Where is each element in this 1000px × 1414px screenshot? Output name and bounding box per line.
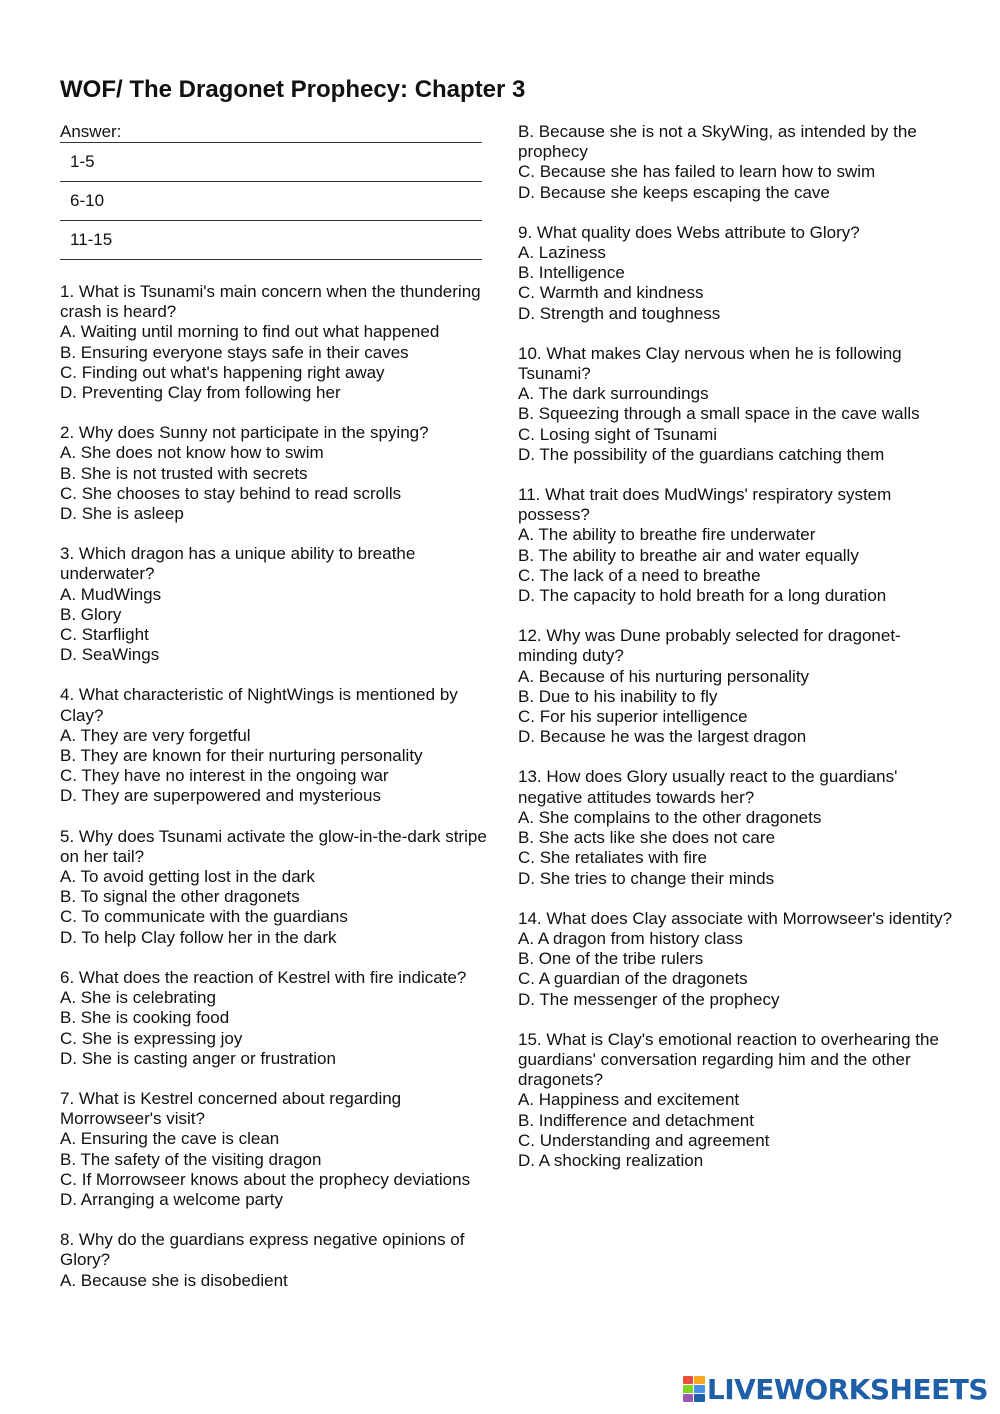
answer-option: A. Because she is disobedient [60, 1270, 288, 1290]
question-text: 3. Which dragon has a unique ability to breathe underwater? [60, 544, 416, 584]
question-block [60, 827, 490, 948]
question-block [60, 1089, 490, 1210]
answer-option: B. She is cooking food [60, 1008, 230, 1028]
answer-option: B. The ability to breathe air and water equally [518, 545, 859, 565]
answer-option: B. They are known for their nurturing personality [60, 746, 423, 766]
question-block [60, 968, 490, 1069]
answer-option: B. One of the tribe rulers [518, 949, 704, 969]
answer-option: D. She is asleep [60, 504, 184, 524]
answer-option: D. A shocking realization [518, 1150, 704, 1170]
left-column [60, 122, 490, 1311]
answer-option: B. She acts like she does not care [518, 828, 776, 848]
answer-option: C. To communicate with the guardians [60, 907, 348, 927]
question-block [60, 282, 490, 403]
question-text: 14. What does Clay associate with Morrowseer's identity? [518, 908, 953, 928]
answer-option: C. Understanding and agreement [518, 1130, 770, 1150]
answer-option: C. Warmth and kindness [518, 283, 704, 303]
question-text: 13. How does Glory usually react to the guardians' negative attitudes towards her? [518, 767, 898, 807]
answer-option: D. Preventing Clay from following her [60, 383, 341, 403]
answer-option: C. A guardian of the dragonets [518, 969, 748, 989]
answer-option: C. Finding out what's happening right away [60, 362, 385, 382]
answer-option: D. She tries to change their minds [518, 868, 775, 888]
right-question-list [518, 223, 958, 1171]
right-column [518, 122, 958, 1191]
answer-option: B. Because she is not a SkyWing, as intended by the prophecy [518, 122, 917, 162]
question-8-continued [518, 122, 958, 203]
answer-option: C. The lack of a need to breathe [518, 565, 761, 585]
answer-option: D. They are superpowered and mysterious [60, 786, 381, 806]
answer-option: D. Because he was the largest dragon [518, 727, 807, 747]
answer-option: A. To avoid getting lost in the dark [60, 867, 315, 887]
answer-label: Answer: [60, 122, 482, 143]
answer-option: A. Ensuring the cave is clean [60, 1129, 280, 1149]
answer-option: B. Squeezing through a small space in the cave walls [518, 404, 920, 424]
answer-option: B. She is not trusted with secrets [60, 463, 308, 483]
answer-option: A. Because of his nurturing personality [518, 666, 810, 686]
answer-option: C. If Morrowseer knows about the prophecy deviations [60, 1169, 471, 1189]
answer-option: C. Losing sight of Tsunami [518, 424, 718, 444]
question-block [518, 909, 958, 1010]
question-text: 12. Why was Dune probably selected for dragonet-minding duty? [518, 626, 901, 666]
answer-option: B. To signal the other dragonets [60, 887, 300, 907]
answer-option: A. Happiness and excitement [518, 1090, 740, 1110]
answer-option: A. MudWings [60, 584, 162, 604]
answer-option: C. Starflight [60, 625, 149, 645]
question-text: 6. What does the reaction of Kestrel with fire indicate? [60, 967, 467, 987]
question-text: 15. What is Clay's emotional reaction to overhearing the guardians' conversation regarding him and the other dragonets? [518, 1029, 939, 1090]
question-text: 9. What quality does Webs attribute to Glory? [518, 222, 860, 242]
answer-option: D. The messenger of the prophecy [518, 989, 780, 1009]
question-block [518, 1030, 958, 1171]
answer-option: B. Intelligence [518, 263, 625, 283]
answer-option: B. Due to his inability to fly [518, 686, 718, 706]
question-text: 7. What is Kestrel concerned about regarding Morrowseer's visit? [60, 1088, 402, 1129]
answer-option: A. Waiting until morning to find out what happened [60, 322, 440, 342]
question-block [60, 423, 490, 524]
question-text: 11. What trait does MudWings' respiratory system possess? [518, 485, 892, 525]
question-text: 10. What makes Clay nervous when he is following Tsunami? [518, 343, 902, 384]
question-block [518, 485, 958, 606]
answer-row-1-5[interactable]: 1-5 [60, 143, 482, 182]
answer-option: C. She chooses to stay behind to read scrolls [60, 483, 402, 503]
question-block [60, 544, 490, 665]
answer-option: A. Laziness [518, 243, 606, 263]
answer-option: A. The ability to breathe fire underwater [518, 525, 816, 545]
answer-option: A. She complains to the other dragonets [518, 807, 822, 827]
liveworksheets-logo-icon [683, 1376, 705, 1402]
answer-option: D. Strength and toughness [518, 303, 721, 323]
answer-option: B. Indifference and detachment [518, 1110, 754, 1130]
question-block [518, 223, 958, 324]
answer-row-6-10[interactable]: 6-10 [60, 182, 482, 221]
answer-option: A. They are very forgetful [60, 725, 251, 745]
answer-option: D. SeaWings [60, 645, 160, 665]
answer-box [60, 122, 482, 260]
question-block [518, 767, 958, 888]
answer-option: A. She does not know how to swim [60, 443, 324, 463]
page-title: WOF/ The Dragonet Prophecy: Chapter 3 [60, 76, 526, 103]
answer-option: D. She is casting anger or frustration [60, 1048, 336, 1068]
answer-option: C. For his superior intelligence [518, 707, 748, 727]
answer-option: D. Arranging a welcome party [60, 1189, 283, 1209]
question-text: 8. Why do the guardians express negative opinions of Glory? [60, 1230, 465, 1270]
question-block [518, 626, 958, 747]
answer-row-11-15[interactable]: 11-15 [60, 221, 482, 260]
answer-option: A. The dark surroundings [518, 384, 709, 404]
answer-option: C. Because she has failed to learn how to swim [518, 162, 876, 182]
answer-option: D. The capacity to hold breath for a long duration [518, 586, 887, 606]
answer-option: D. To help Clay follow her in the dark [60, 927, 337, 947]
question-text: 4. What characteristic of NightWings is mentioned by Clay? [60, 685, 458, 725]
question-text: 2. Why does Sunny not participate in the spying? [60, 423, 429, 443]
answer-option: B. The safety of the visiting dragon [60, 1149, 322, 1169]
answer-option: A. A dragon from history class [518, 928, 743, 948]
answer-option: D. Because she keeps escaping the cave [518, 182, 830, 202]
question-text: 1. What is Tsunami's main concern when the thundering crash is heard? [60, 282, 481, 322]
question-block [60, 685, 490, 806]
answer-option: C. She retaliates with fire [518, 848, 707, 868]
question-block [518, 344, 958, 465]
brand-text: LIVEWORKSHEETS [706, 1372, 988, 1406]
question-block [60, 1230, 490, 1291]
answer-option: B. Glory [60, 604, 122, 624]
answer-option: C. They have no interest in the ongoing war [60, 766, 389, 786]
brand-logo [683, 1372, 988, 1406]
left-question-list [60, 282, 490, 1291]
question-text: 5. Why does Tsunami activate the glow-in-the-dark stripe on her tail? [60, 826, 487, 866]
answer-option: C. She is expressing joy [60, 1028, 243, 1048]
answer-option: A. She is celebrating [60, 988, 216, 1008]
answer-option: D. The possibility of the guardians catching them [518, 444, 885, 464]
answer-option: B. Ensuring everyone stays safe in their caves [60, 342, 409, 362]
